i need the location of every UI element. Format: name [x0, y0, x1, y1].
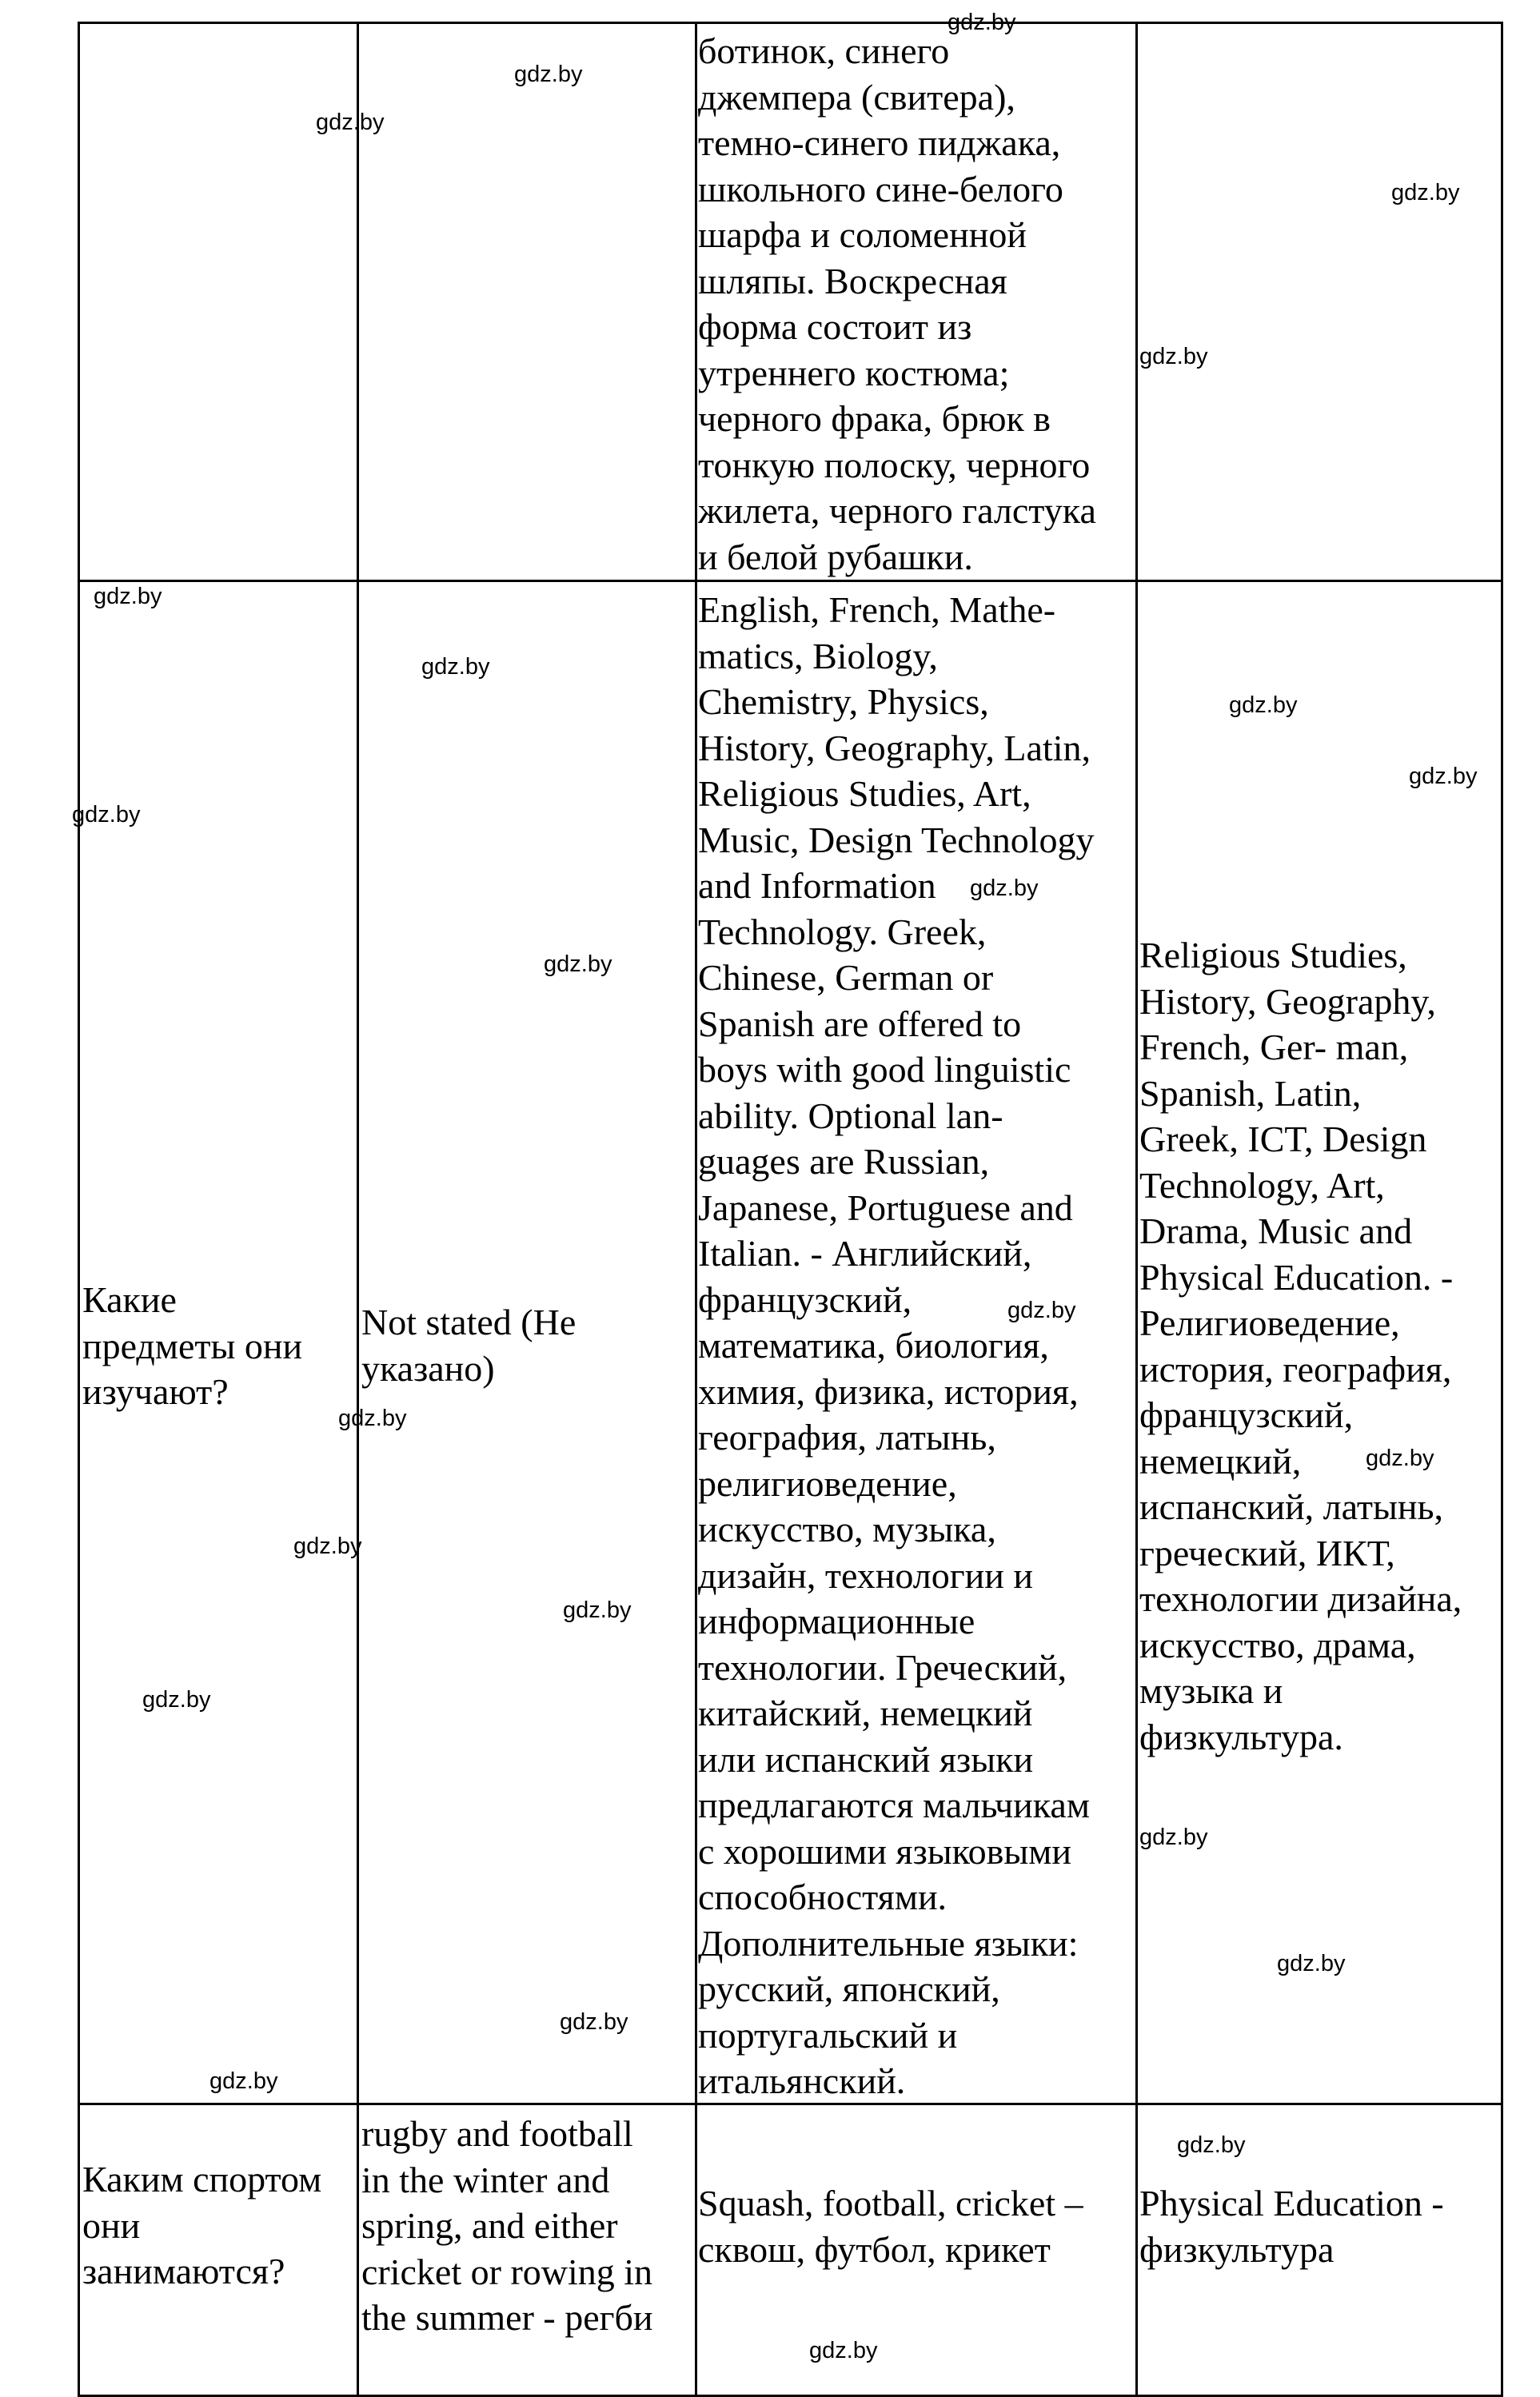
watermark: gdz.by: [1409, 764, 1478, 789]
row-3-col3-cell: Squash, football, cricket – сквош, футбол, крикет: [698, 2183, 1083, 2270]
row-2-col4-cell: Religious Studies, History, Geography, French, Ger- man, Spanish, Latin, Greek, ICT, Design Technology, Art, Drama, Music and Physical Education. - Религиоведение, история, география, французский, немецкий, испанский, латынь, греческий, ИКТ, технологии дизайна, искусство, драма, музыка и физкультура.: [1139, 935, 1462, 1757]
row-1-col3-cell: ботинок, синего джемпера (свитера), темно-синего пиджака, школьного сине-белого шарфа и соломенной шляпы. Воскресная форма состоит из утреннего костюма; черного фрака, брюк в тонкую полоску, черного жилета, черного галстука и белой рубашки.: [698, 30, 1096, 577]
watermark: gdz.by: [970, 875, 1039, 901]
watermark: gdz.by: [514, 62, 583, 87]
watermark: gdz.by: [142, 1687, 211, 1713]
watermark: gdz.by: [1007, 1298, 1076, 1323]
row-divider-1: [78, 580, 1503, 582]
watermark: gdz.by: [316, 110, 385, 135]
watermark: gdz.by: [1366, 1446, 1434, 1471]
row-3-question-cell: Каким спортом они занимаются?: [82, 2159, 322, 2291]
row-2-question-cell: Какие предметы они изучают?: [82, 1279, 303, 1412]
watermark: gdz.by: [1277, 1951, 1346, 1976]
watermark: gdz.by: [544, 951, 612, 977]
watermark: gdz.by: [563, 1597, 632, 1623]
column-divider-3: [1135, 22, 1138, 2397]
watermark: gdz.by: [809, 2338, 878, 2363]
row-2-col3-cell: English, French, Mathe- matics, Biology, Chemistry, Physics, History, Geography, Latin, Religious Studies, Art, Music, Design Technology and Information Technology. Greek, Chinese, German or Spanish are offered to boys with good linguistic ability. Optional lan- guages are Russian, Japanese, Portuguese and Italian. - Английский, французский, математика, биология, химия, физика, история, география, латынь, религиоведение, искусство, музыка, дизайн, технологии и информационные технологии. Греческий, китайский, немецкий или испанский языки предлагаются мальчикам с хорошими языковыми способностями. Дополнительные языки: русский, японский, португальский и итальянский.: [698, 589, 1095, 2101]
watermark: gdz.by: [72, 802, 141, 828]
watermark: gdz.by: [948, 10, 1016, 35]
column-divider-2: [695, 22, 697, 2397]
row-1-col2-cell: [361, 28, 692, 576]
watermark: gdz.by: [209, 2068, 278, 2094]
watermark: gdz.by: [338, 1406, 407, 1431]
watermark: gdz.by: [94, 584, 162, 609]
watermark: gdz.by: [1139, 1825, 1208, 1850]
watermark: gdz.by: [1139, 344, 1208, 369]
column-divider-1: [357, 22, 359, 2397]
watermark: gdz.by: [293, 1534, 362, 1559]
watermark: gdz.by: [1177, 2132, 1246, 2158]
row-1-question-cell: [82, 28, 354, 576]
watermark: gdz.by: [1229, 692, 1298, 718]
row-divider-2: [78, 2103, 1503, 2105]
row-3-col2-cell: rugby and football in the winter and spring, and either cricket or rowing in the summer - регби: [361, 2113, 653, 2338]
watermark: gdz.by: [560, 2009, 628, 2035]
row-3-col4-cell: Physical Education - физкультура: [1139, 2183, 1444, 2270]
watermark: gdz.by: [1391, 180, 1460, 205]
row-1-col4-cell: [1139, 28, 1499, 576]
row-2-col2-cell: Not stated (Не указано): [361, 1302, 577, 1389]
watermark: gdz.by: [421, 654, 490, 680]
